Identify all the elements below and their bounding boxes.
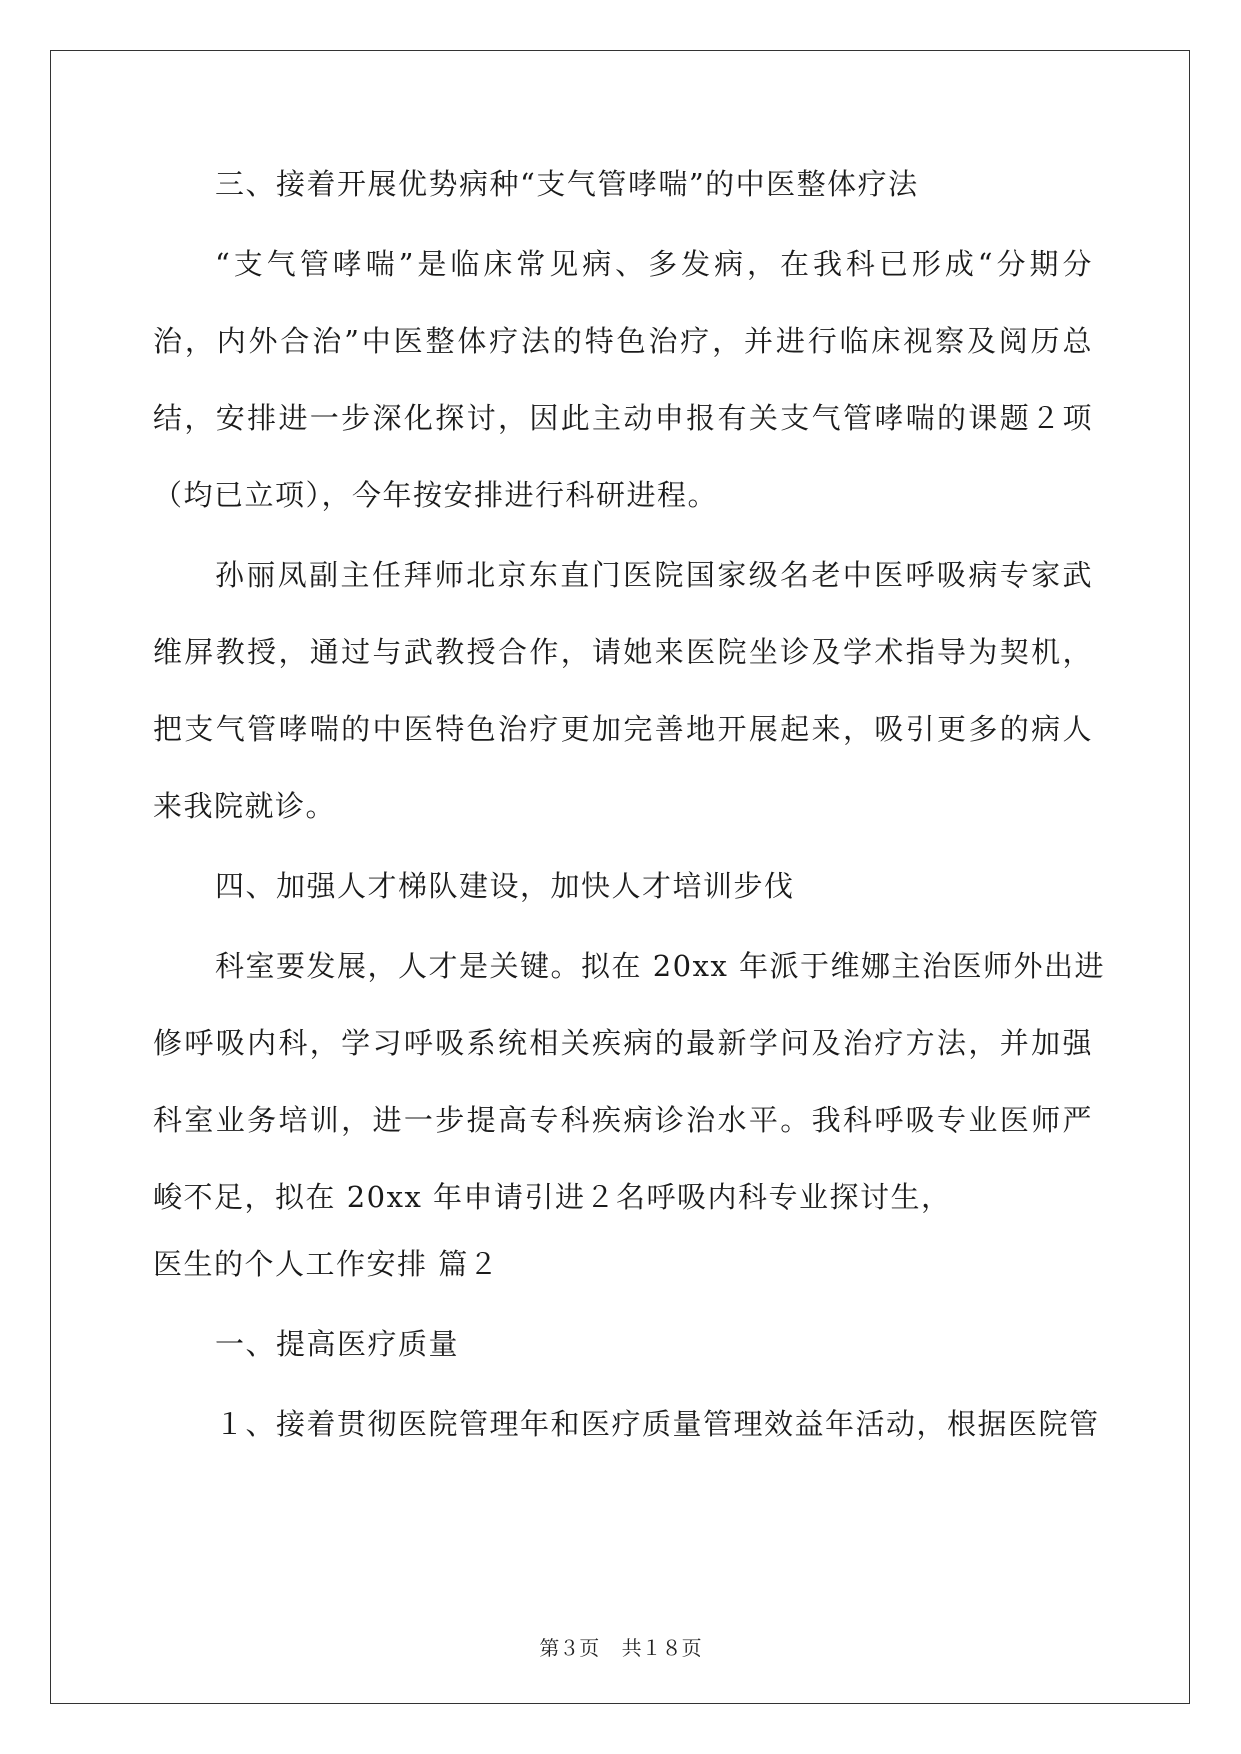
- paragraph-line: 维屏教授，通过与武教授合作，请她来医院坐诊及学术指导为契机，: [153, 635, 1093, 669]
- paragraph-line: 修呼吸内科，学习呼吸系统相关疾病的最新学问及治疗方法，并加强: [153, 1026, 1093, 1060]
- paragraph-line: 科室要发展，人才是关键。拟在 20xx 年派于维娜主治医师外出进: [215, 949, 1106, 983]
- paragraph-line: 峻不足，拟在 20xx 年申请引进２名呼吸内科专业探讨生，: [153, 1180, 952, 1214]
- section-heading-4: 四、加强人才梯队建设，加快人才培训步伐: [215, 869, 795, 903]
- page-number-current: 第３页: [539, 1636, 600, 1660]
- paragraph-line: “支气管哮喘”是临床常见病、多发病，在我科已形成“分期分: [215, 247, 1093, 281]
- page-footer: [0, 1632, 1241, 1661]
- paragraph-line: 把支气管哮喘的中医特色治疗更加完善地开展起来，吸引更多的病人: [153, 712, 1093, 746]
- paragraph-line: １、接着贯彻医院管理年和医疗质量管理效益年活动，根据医院管: [215, 1407, 1100, 1441]
- paragraph-line: 治，内外合治”中医整体疗法的特色治疗，并进行临床视察及阅历总: [153, 324, 1093, 358]
- page-number-total: 共１８页: [621, 1636, 702, 1660]
- paragraph-line: （均已立项），今年按安排进行科研进程。: [153, 478, 719, 512]
- article-title: 医生的个人工作安排 篇２: [153, 1247, 500, 1281]
- section-heading-3: 三、接着开展优势病种“支气管哮喘”的中医整体疗法: [215, 167, 919, 201]
- paragraph-line: 孙丽凤副主任拜师北京东直门医院国家级名老中医呼吸病专家武: [215, 558, 1093, 592]
- paragraph-line: 科室业务培训，进一步提高专科疾病诊治水平。我科呼吸专业医师严: [153, 1103, 1093, 1137]
- section-heading-1: 一、提高医疗质量: [215, 1327, 460, 1361]
- paragraph-line: 结，安排进一步深化探讨，因此主动申报有关支气管哮喘的课题２项: [153, 401, 1093, 435]
- document-body: [153, 165, 1106, 1444]
- paragraph-line: 来我院就诊。: [153, 789, 337, 823]
